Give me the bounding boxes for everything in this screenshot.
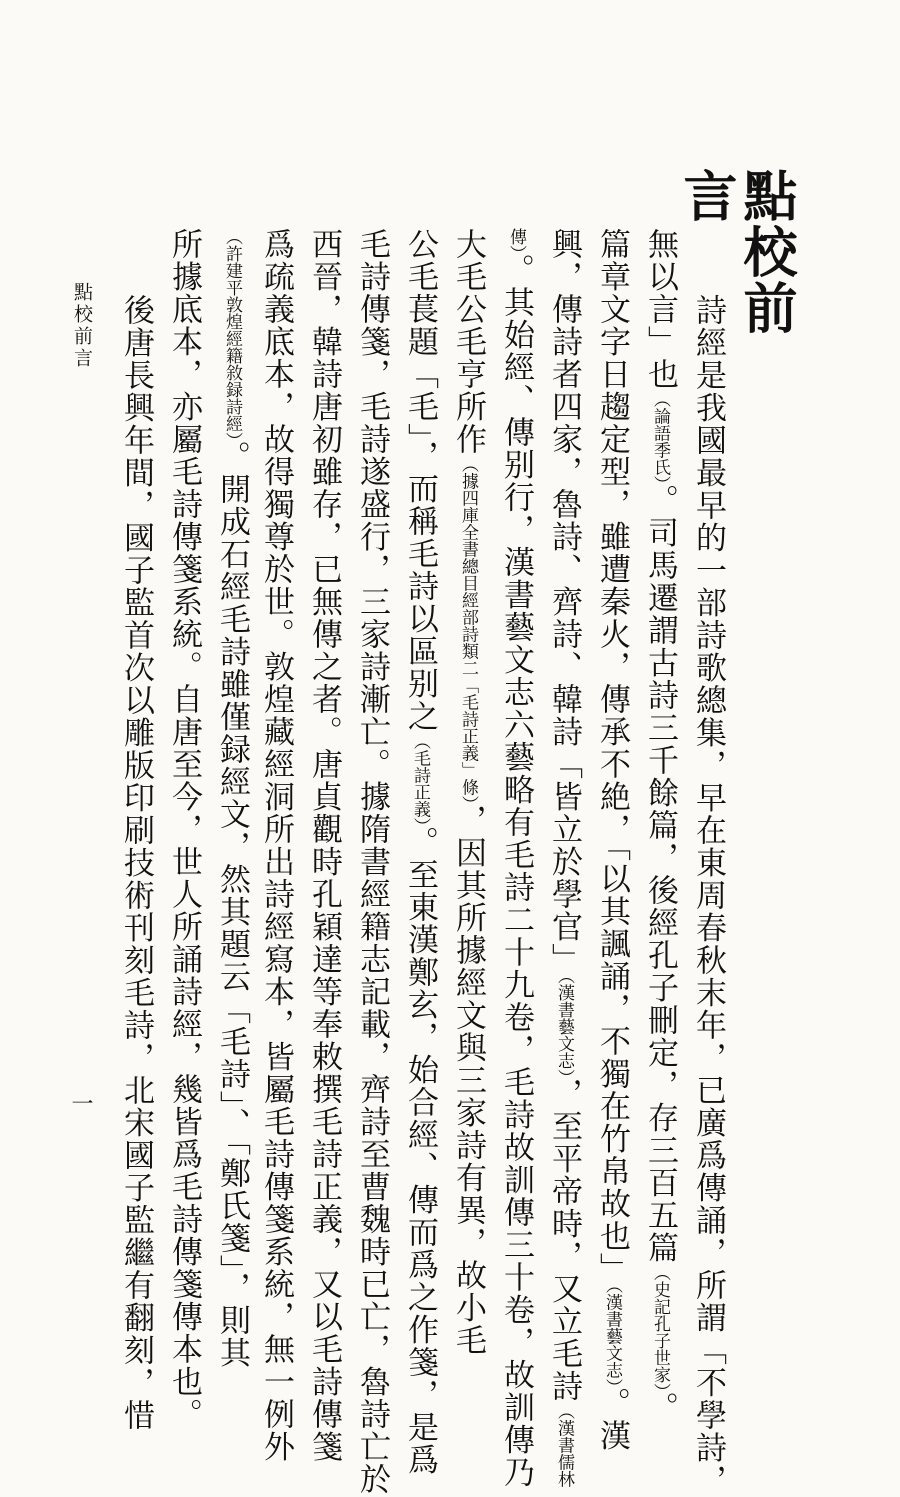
text-column: 傳）。其始經、傳别行，漢書藝文志六藝略有毛詩二十九卷，毛詩故訓傳三十卷，故訓傳乃: [498, 228, 534, 1489]
text-column: 公毛萇題「毛」，而稱毛詩以區别之（毛詩正義）。至東漢鄭玄，始合經、傳而爲之作箋，是爲: [402, 228, 438, 1476]
text-column: 後唐長興年間，國子監首次以雕版印刷技術刊刻毛詩，北宋國子監繼有翻刻，惜: [118, 294, 154, 1432]
annotation: （許建平敦煌經籍敘録詩經）: [222, 228, 242, 441]
annotation: （漢書藝文志）: [602, 1285, 622, 1387]
text-column: 西晉，韓詩唐初雖存，已無傳之者。唐貞觀時孔穎達等奉敕撰毛詩正義，又以毛詩傳箋: [306, 228, 342, 1463]
text-column: 大毛公毛亨所作（據四庫全書總目經部詩類二「毛詩正義」條），因其所據經文與三家詩有異，故小毛: [450, 228, 486, 1357]
annotation: （史記孔子世家）: [650, 1264, 670, 1392]
annotation: 傳）: [506, 228, 526, 254]
running-header: 點校前言: [71, 282, 93, 370]
page-number: 一: [68, 1092, 93, 1114]
text-column: 所據底本，亦屬毛詩傳箋系統。自唐至今，世人所誦詩經，幾皆爲毛詩傳箋傳本也。: [166, 228, 202, 1431]
text-column: 爲疏義底本，故得獨尊於世。敦煌藏經洞所出詩經寫本，皆屬毛詩傳箋系統，無一例外: [258, 228, 294, 1463]
text-column: 無以言」也（論語季氏）。司馬遷謂古詩三千餘篇，後經孔子刪定，存三百五篇（史記孔子世家）。: [642, 228, 678, 1424]
annotation: （毛詩正義）: [410, 732, 430, 826]
page-title: 點校前言: [675, 168, 799, 336]
annotation: （漢書儒林: [554, 1402, 574, 1488]
text-column: （許建平敦煌經籍敘録詩經）。開成石經毛詩雖僅録經文，然其題云「毛詩」、「鄭氏箋」，則其: [214, 228, 250, 1369]
text-column: 篇章文字日趨定型，雖遭秦火，傳承不絶，「以其諷誦，不獨在竹帛故也」（漢書藝文志）。漢: [594, 228, 630, 1452]
text-column: 毛詩傳箋，毛詩遂盛行，三家詩漸亡。據隋書經籍志記載，齊詩至曹魏時已亡，魯詩亡於: [354, 228, 390, 1496]
annotation: （據四庫全書總目經部詩類二「毛詩正義」條）: [458, 455, 478, 804]
text-column: 詩經是我國最早的一部詩歌總集，早在東周春秋末年，已廣爲傳誦，所謂「不學詩，: [690, 294, 726, 1497]
annotation: （論語季氏）: [650, 390, 670, 484]
text-column: 興，傳詩者四家，魯詩、齊詩、韓詩「皆立於學官」（漢書藝文志），至平帝時，又立毛詩（漢書儒林: [546, 228, 582, 1488]
annotation: （漢書藝文志）: [554, 975, 574, 1078]
